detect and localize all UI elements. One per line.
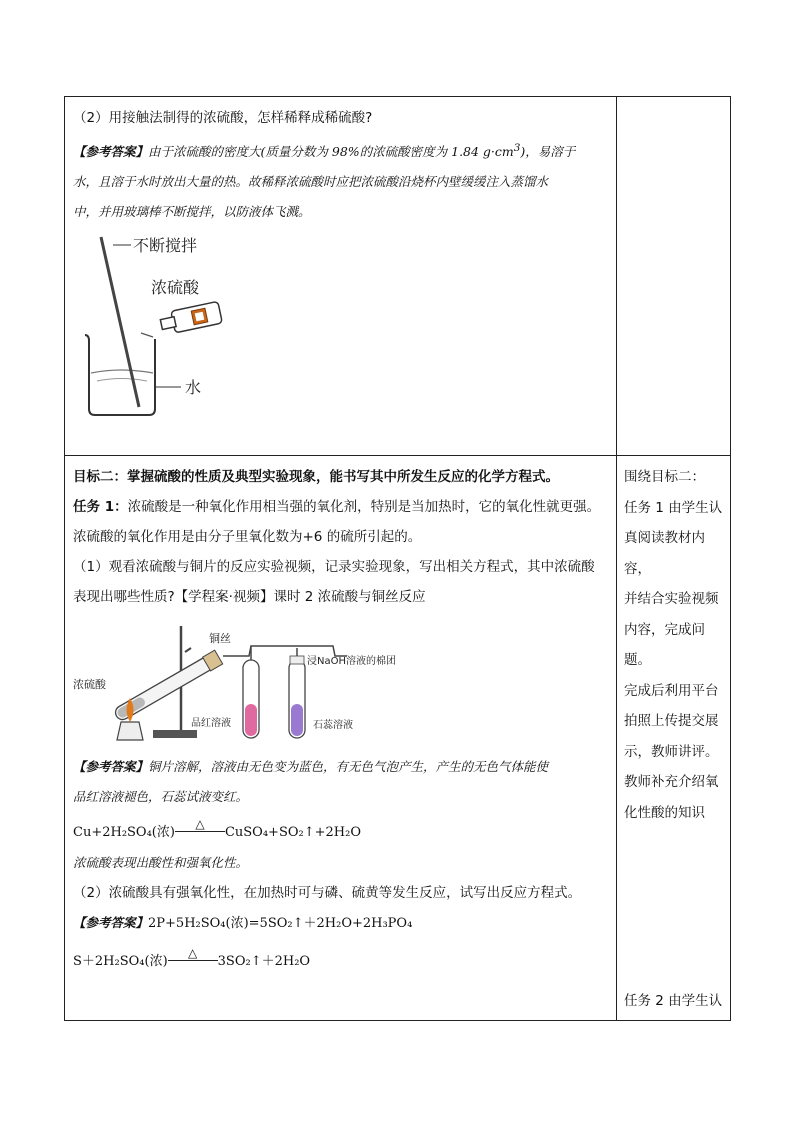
answer-1-line-1: 【参考答案】由于浓硫酸的密度大(质量分数为 98%的浓硫酸密度为 1.84 $g\cdot cm^3$)，易溶于 [73, 142, 576, 160]
note-line: 完成后利用平台 [624, 682, 719, 699]
note-line: 任务 2 由学生认 [624, 993, 723, 1009]
note-line: 拍照上传提交展 [624, 713, 719, 729]
answer-tag: 【参考答案】 [73, 144, 149, 160]
teacher-notes [624, 462, 728, 828]
copper-reaction-figure [73, 618, 403, 748]
note-line: 教师补充介绍氧 [624, 774, 719, 790]
section-1-content [73, 103, 609, 425]
note-line: 化性酸的知识 [624, 804, 705, 821]
row-divider [65, 455, 730, 456]
question-2-dilution: （2）用接触法制得的浓硫酸，怎样稀释成稀硫酸? [73, 110, 373, 126]
task-1-line-1: 任务 1：浓硫酸是一种氧化作用相当强的氧化剂，特别是当加热时，它的氧化性就更强。 [73, 499, 601, 515]
label-acid: 浓硫酸 [151, 278, 200, 298]
stirring-rod [101, 237, 139, 407]
note-line: 内容，完成问题。 [624, 621, 705, 668]
label-cotton: 浸NaOH溶液的棉团 [307, 656, 396, 667]
note-line: 示，教师讲评。 [624, 743, 719, 760]
label-litmus: 石蕊溶液 [313, 720, 353, 731]
alcohol-lamp [117, 722, 143, 740]
answer-1-line-2: 水，且溶于水时放出大量的热。故稀释浓硫酸时应把浓硫酸沿烧杯内壁缓缓注入蒸馏水 [73, 174, 549, 190]
note-line: 并结合实验视频 [624, 591, 719, 607]
note-line: 真阅读教材内容， [624, 530, 705, 577]
column-divider [616, 97, 617, 1020]
delivery-tube [223, 646, 347, 656]
task-1-line-2: 浓硫酸的氧化作用是由分子里氧化数为+6 的硫所引起的。 [73, 529, 422, 545]
question-1-line-1: （1）观看浓硫酸与铜片的反应实验视频，记录实验现象，写出相关方程式，其中浓硫酸 [73, 559, 595, 575]
label-water: 水 [185, 378, 202, 398]
label-conc-acid: 浓硫酸 [73, 678, 106, 691]
answer-2-line-2: 品红溶液褪色，石蕊试液变红。 [73, 789, 249, 804]
label-copper: 铜丝 [209, 632, 231, 645]
note-line: 任务 1 由学生认 [624, 499, 723, 516]
question-2-phosphorus: （2）浓硫酸具有强氧化性，在加热时可与磷、硫黄等发生反应，试写出反应方程式。 [73, 885, 582, 901]
question-1-line-2: 表现出哪些性质?【学程案·视频】课时 2 浓硫酸与铜丝反应 [73, 589, 426, 605]
equation-copper: Cu+2H₂SO₄(浓)△CuSO₄+SO₂↑+2H₂O [73, 817, 361, 840]
lesson-table [64, 96, 731, 1021]
dilution-figure [73, 231, 233, 421]
equation-sulfur: S＋2H₂SO₄(浓)△3SO₂↑＋2H₂O [73, 946, 311, 969]
answer-3: 【参考答案】2P+5H₂SO₄(浓)=5SO₂↑＋2H₂O+2H₃PO₄ [73, 915, 413, 931]
label-pinhong: 品红溶液 [191, 718, 231, 729]
label-stir: 不断搅拌 [133, 236, 198, 256]
answer-2-line-1: 【参考答案】铜片溶解，溶液由无色变为蓝色，有无色气泡产生，产生的无色气体能使 [73, 759, 549, 774]
answer-1-line-3: 中，并用玻璃棒不断搅拌，以防液体飞溅。 [73, 204, 311, 220]
beaker-shape [89, 339, 155, 415]
property-statement: 浓硫酸表现出酸性和强氧化性。 [73, 855, 249, 870]
note-line: 围绕目标二： [624, 469, 705, 485]
section-2-content [73, 462, 609, 977]
teacher-notes-bottom [624, 986, 728, 1016]
acid-bottle [159, 302, 222, 336]
goal-2: 目标二：掌握硫酸的性质及典型实验现象，能书写其中所发生反应的化学方程式。 [73, 469, 559, 485]
